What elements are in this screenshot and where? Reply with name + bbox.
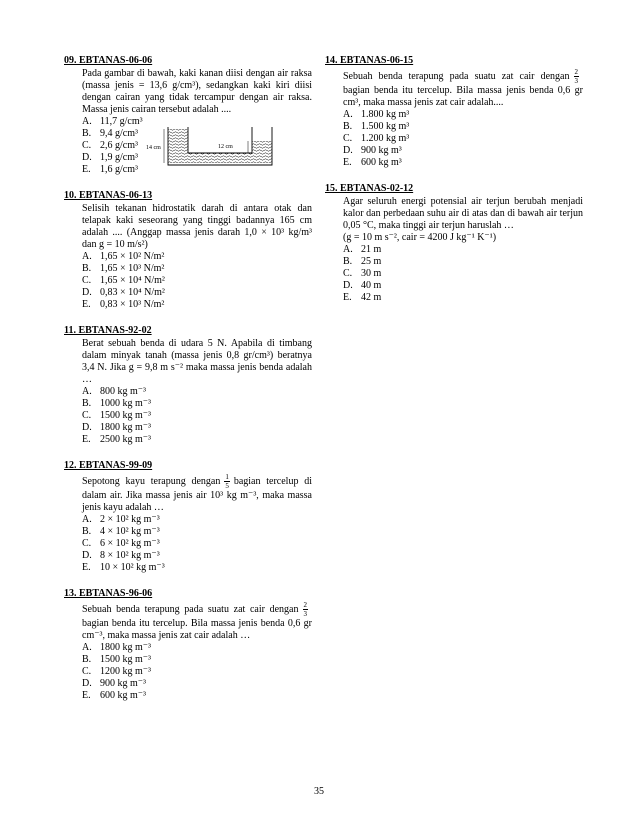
left-height-label: 14 cm bbox=[146, 145, 161, 151]
question-10 bbox=[64, 190, 312, 311]
u-tube-figure bbox=[144, 125, 279, 169]
options-list bbox=[82, 642, 312, 702]
option-b: B. 9,4 g/cm³ bbox=[82, 128, 138, 139]
option-e: E. 10 × 10² kg m⁻³ bbox=[82, 562, 165, 573]
option-c: C. 30 m bbox=[343, 268, 382, 279]
option-a: A. 2 × 10² kg m⁻³ bbox=[82, 514, 160, 525]
question-14 bbox=[325, 55, 583, 169]
question-header: 13. EBTANAS-96-06 bbox=[64, 588, 153, 599]
options-list bbox=[343, 109, 583, 169]
option-a: A. 1800 kg m⁻³ bbox=[82, 642, 152, 653]
question-12 bbox=[64, 460, 312, 574]
option-b: B. 1500 kg m⁻³ bbox=[82, 654, 152, 665]
bottom-mercury bbox=[188, 153, 252, 163]
fraction: $\frac{1}{5}$ bbox=[225, 473, 229, 490]
right-mercury bbox=[252, 141, 272, 163]
question-header: 14. EBTANAS-06-15 bbox=[325, 55, 414, 66]
option-c: C. 1500 kg m⁻³ bbox=[82, 410, 152, 421]
option-d: D. 0,83 × 10⁴ N/m² bbox=[82, 287, 165, 298]
right-column bbox=[325, 55, 583, 318]
question-09 bbox=[64, 55, 312, 176]
options-list bbox=[82, 514, 312, 574]
question-header: 15. EBTANAS-02-12 bbox=[325, 183, 414, 194]
question-11 bbox=[64, 325, 312, 446]
question-header: 12. EBTANAS-99-09 bbox=[64, 460, 153, 471]
question-text: Berat sebuah benda di udara 5 N. Apabila di timbang dalam minyak tanah (massa jenis 0,8 gr/cm³) beratnya 3,4 N. Jika g = 9,8 m s⁻² maka massa jenis benda adalah … bbox=[82, 338, 312, 385]
option-d: D. 40 m bbox=[343, 280, 382, 291]
option-b: B. 1,65 × 10³ N/m² bbox=[82, 263, 165, 274]
left-column bbox=[64, 55, 312, 716]
options-list bbox=[343, 244, 583, 304]
question-text: Sebuah benda terapung pada suatu zat cair dengan $\frac{2}{3}$ bagian benda itu tercelup. Bila massa jenis benda 0,6 gr cm³, maka massa jenis zat cair adalah.... bbox=[343, 68, 583, 108]
options-list bbox=[82, 386, 312, 446]
left-liquid bbox=[168, 129, 188, 163]
option-d: D. 1800 kg m⁻³ bbox=[82, 422, 152, 433]
question-text: Sebuah benda terapung pada suatu zat cair dengan $\frac{2}{3}$ bagian benda itu tercelup. Bila massa jenis benda 0,6 gr cm⁻³, maka massa jenis zat cair adalah … bbox=[82, 601, 312, 641]
option-b: B. 4 × 10² kg m⁻³ bbox=[82, 526, 160, 537]
option-c: C. 1.200 kg m³ bbox=[343, 133, 410, 144]
option-a: A. 1.800 kg m³ bbox=[343, 109, 410, 120]
option-c: C. 1200 kg m⁻³ bbox=[82, 666, 152, 677]
page-number: 35 bbox=[314, 786, 324, 797]
question-13 bbox=[64, 588, 312, 702]
option-d: D. 1,9 g/cm³ bbox=[82, 152, 138, 163]
option-a: A. 1,65 × 10² N/m² bbox=[82, 251, 165, 262]
fraction: $\frac{2}{3}$ bbox=[574, 68, 578, 85]
question-text: Agar seluruh energi potensial air terjun berubah menjadi kalor dan perbedaan suhu air di atas dan di bawah air terjun 0,05 °C, maka tinggi air terjun haruslah … bbox=[343, 196, 583, 231]
option-b: B. 25 m bbox=[343, 256, 382, 267]
question-text: Sepotong kayu terapung dengan $\frac{1}{5}$ bagian tercelup di dalam air. Jika massa jenis air 10³ kg m⁻³, maka massa jenis kayu adalah … bbox=[82, 473, 312, 513]
question-15 bbox=[325, 183, 583, 304]
option-a: A. 11,7 g/cm³ bbox=[82, 116, 143, 127]
question-header: 09. EBTANAS-06-06 bbox=[64, 55, 153, 66]
fraction: $\frac{2}{3}$ bbox=[303, 601, 307, 618]
option-e: E. 600 kg m⁻³ bbox=[82, 690, 147, 701]
option-e: E. 42 m bbox=[343, 292, 382, 303]
options-list bbox=[82, 251, 312, 311]
option-c: C. 6 × 10² kg m⁻³ bbox=[82, 538, 160, 549]
question-text: Pada gambar di bawah, kaki kanan diisi dengan air raksa (massa jenis = 13,6 g/cm³), sedangkan kaki kiri diisi dengan cairan yang tidak tercampur dengan air raksa. Massa jenis cairan tersebut adalah .... bbox=[82, 68, 312, 115]
option-e: E. 1,6 g/cm³ bbox=[82, 164, 138, 175]
option-d: D. 8 × 10² kg m⁻³ bbox=[82, 550, 160, 561]
option-c: C. 1,65 × 10⁴ N/m² bbox=[82, 275, 165, 286]
question-header: 11. EBTANAS-92-02 bbox=[64, 325, 152, 336]
option-e: E. 600 kg m³ bbox=[343, 157, 402, 168]
question-given: (g = 10 m s⁻², cair = 4200 J kg⁻¹ K⁻¹) bbox=[343, 232, 497, 243]
option-e: E. 2500 kg m⁻³ bbox=[82, 434, 152, 445]
option-a: A. 800 kg m⁻³ bbox=[82, 386, 147, 397]
option-c: C. 2,6 g/cm³ bbox=[82, 140, 138, 151]
right-height-label: 12 cm bbox=[218, 144, 233, 150]
option-e: E. 0,83 × 10³ N/m² bbox=[82, 299, 165, 310]
option-d: D. 900 kg m⁻³ bbox=[82, 678, 147, 689]
question-text: Selisih tekanan hidrostatik darah di antara otak dan telapak kaki seseorang yang tinggi badannya 165 cm adalah .... (Anggap massa jenis darah 1,0 × 10³ kg/m³ dan g = 10 m/s²) bbox=[82, 203, 312, 250]
option-d: D. 900 kg m³ bbox=[343, 145, 402, 156]
option-b: B. 1.500 kg m³ bbox=[343, 121, 410, 132]
option-a: A. 21 m bbox=[343, 244, 382, 255]
option-b: B. 1000 kg m⁻³ bbox=[82, 398, 152, 409]
question-header: 10. EBTANAS-06-13 bbox=[64, 190, 153, 201]
